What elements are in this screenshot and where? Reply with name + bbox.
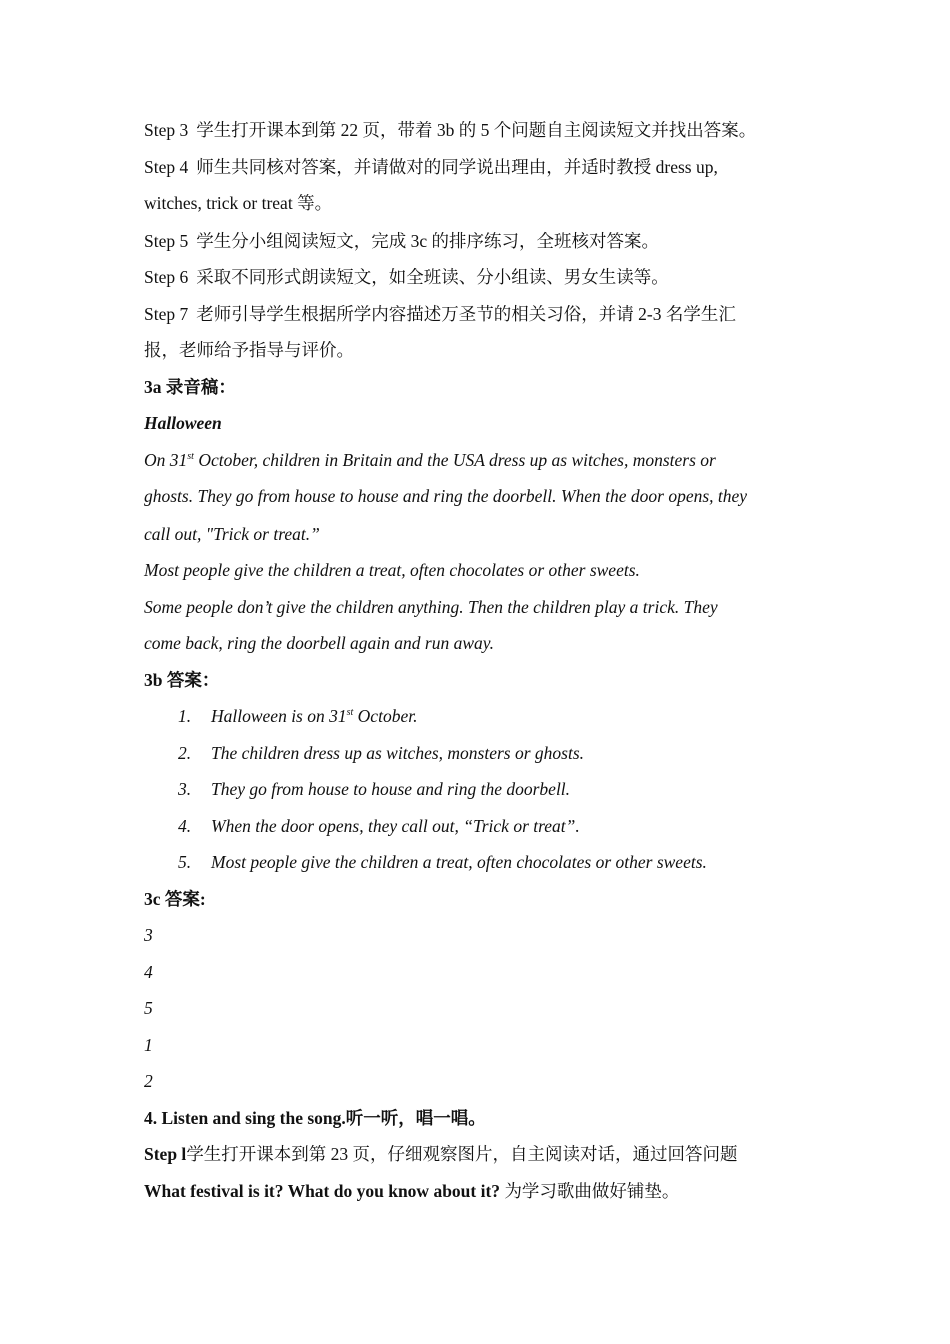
- step-6: [144, 259, 814, 296]
- passage-text: On 31: [144, 449, 188, 470]
- section-3c-heading: 3c 答案:: [144, 888, 206, 909]
- list-text: Halloween is on 31: [211, 706, 347, 726]
- step-4: [144, 149, 814, 186]
- step-label: Step 3: [144, 120, 189, 140]
- step-text: 师生共同核对答案，并请做对的同学说出理由，并适时教授 dress up,: [196, 156, 718, 177]
- passage-line: come back, ring the doorbell again and run away.: [144, 633, 494, 653]
- list-text: When the door opens, they call out, “Trick or treat”.: [211, 815, 580, 836]
- question-text: What festival is it? What do you know about it?: [144, 1180, 501, 1201]
- step-text: 学生打开课本到第 23 页，仔细观察图片，自主阅读对话，通过回答问题: [186, 1144, 738, 1164]
- step-3: [144, 112, 814, 149]
- list-number: 2.: [178, 742, 192, 763]
- step-7-continued: [144, 332, 814, 369]
- list-item: [144, 771, 814, 808]
- answer-item: 4: [144, 961, 153, 982]
- answer-item: 3: [144, 925, 153, 945]
- list-number: 4.: [178, 815, 192, 836]
- step-text: 采取不同形式朗读短文，如全班读、分小组读、男女生读等。: [196, 267, 669, 287]
- section-3a-heading: 3a 录音稿：: [144, 376, 236, 397]
- passage-line: call out, "Trick or treat.”: [144, 523, 320, 544]
- answer-item: 1: [144, 1034, 153, 1055]
- list-text: Most people give the children a treat, often chocolates or other sweets.: [211, 852, 707, 872]
- list-item: [144, 735, 814, 772]
- list-item: [144, 808, 814, 845]
- step-label: Step l: [144, 1144, 187, 1164]
- list-item: [144, 844, 814, 881]
- document-page: [144, 112, 814, 1209]
- passage-title: Halloween: [144, 413, 222, 433]
- list-number: 5.: [178, 852, 192, 872]
- section-3b-heading: 3b 答案：: [144, 669, 220, 690]
- list-number: 1.: [178, 706, 192, 726]
- list-text: October.: [353, 706, 418, 726]
- step-text: 老师引导学生根据所学内容描述万圣节的相关习俗，并请 2-3 名学生汇: [196, 303, 736, 324]
- step-text: 报，老师给予指导与评价。: [144, 340, 354, 360]
- step-label: Step 5: [144, 230, 189, 251]
- answer-item: 2: [144, 1071, 153, 1091]
- step-5: [144, 223, 814, 260]
- ordinal-suffix: st: [187, 450, 194, 462]
- step-text: 学生分小组阅读短文，完成 3c 的排序练习，全班核对答案。: [196, 230, 660, 251]
- section-4-heading: 4. Listen and sing the song.听一听，唱一唱。: [144, 1107, 486, 1128]
- ordinal-suffix: st: [346, 707, 354, 719]
- step-1: [144, 1136, 814, 1173]
- step-label: Step 7: [144, 303, 189, 324]
- step-text: 学生打开课本到第 22 页，带着 3b 的 5 个问题自主阅读短文并找出答案。: [196, 120, 757, 140]
- list-number: 3.: [178, 779, 192, 799]
- list-text: They go from house to house and ring the doorbell.: [211, 779, 571, 799]
- step-label: Step 6: [144, 267, 189, 287]
- passage-line: Some people don’t give the children anything. Then the children play a trick. They: [144, 596, 718, 617]
- passage-line: Most people give the children a treat, often chocolates or other sweets.: [144, 560, 640, 580]
- step-text: witches, trick or treat 等。: [144, 193, 333, 213]
- step-4-continued: [144, 185, 814, 223]
- step-7: [144, 296, 814, 333]
- step-1-continued: [144, 1173, 814, 1210]
- list-text: The children dress up as witches, monsters or ghosts.: [211, 742, 585, 763]
- step-label: Step 4: [144, 156, 189, 177]
- step-text: 为学习歌曲做好铺垫。: [500, 1180, 680, 1201]
- passage-line: ghosts. They go from house to house and ring the doorbell. When the door opens, they: [144, 486, 748, 506]
- passage-text: October, children in Britain and the USA dress up as witches, monsters or: [193, 449, 716, 470]
- list-item: [144, 698, 814, 735]
- answer-item: 5: [144, 998, 153, 1018]
- passage-line: [144, 442, 814, 479]
